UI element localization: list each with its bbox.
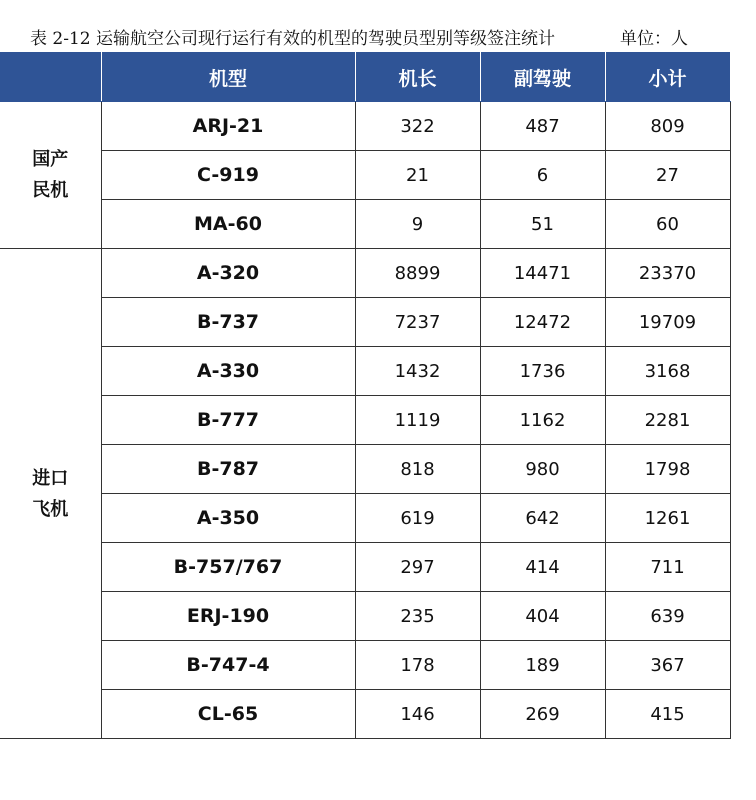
subtotal-cell: 711 (605, 543, 730, 592)
model-cell: B-747-4 (101, 641, 355, 690)
model-cell: B-757/767 (101, 543, 355, 592)
table-body (0, 102, 730, 739)
table-row (0, 445, 730, 494)
model-cell: B-787 (101, 445, 355, 494)
header-row (0, 53, 730, 102)
group-label-line: 国产 (32, 149, 69, 170)
table-row (0, 396, 730, 445)
captain-cell: 21 (355, 151, 480, 200)
captain-cell: 8899 (355, 249, 480, 298)
table-row (0, 249, 730, 298)
table-row (0, 298, 730, 347)
first-officer-cell: 1736 (480, 347, 605, 396)
model-cell: B-777 (101, 396, 355, 445)
captain-cell: 9 (355, 200, 480, 249)
model-cell: ERJ-190 (101, 592, 355, 641)
header-subtotal: 小计 (605, 53, 730, 102)
captain-cell: 1432 (355, 347, 480, 396)
header-captain: 机长 (355, 53, 480, 102)
subtotal-cell: 60 (605, 200, 730, 249)
subtotal-cell: 639 (605, 592, 730, 641)
model-cell: B-737 (101, 298, 355, 347)
subtotal-cell: 415 (605, 690, 730, 739)
captain-cell: 7237 (355, 298, 480, 347)
table-row (0, 200, 730, 249)
table-row (0, 102, 730, 151)
model-cell: ARJ-21 (101, 102, 355, 151)
table-row (0, 494, 730, 543)
subtotal-cell: 367 (605, 641, 730, 690)
first-officer-cell: 51 (480, 200, 605, 249)
unit-label: 单位：人 (620, 29, 688, 49)
captain-cell: 235 (355, 592, 480, 641)
group-label-line: 民机 (32, 180, 69, 201)
first-officer-cell: 642 (480, 494, 605, 543)
first-officer-cell: 414 (480, 543, 605, 592)
group-label-line: 进口 (32, 467, 69, 489)
model-cell: A-350 (101, 494, 355, 543)
table-row (0, 592, 730, 641)
subtotal-cell: 1261 (605, 494, 730, 543)
model-cell: A-330 (101, 347, 355, 396)
captain-cell: 818 (355, 445, 480, 494)
subtotal-cell: 2281 (605, 396, 730, 445)
model-cell: A-320 (101, 249, 355, 298)
first-officer-cell: 189 (480, 641, 605, 690)
model-cell: C-919 (101, 151, 355, 200)
first-officer-cell: 1162 (480, 396, 605, 445)
first-officer-cell: 12472 (480, 298, 605, 347)
type-rating-table (0, 52, 731, 739)
captain-cell: 1119 (355, 396, 480, 445)
table-row (0, 543, 730, 592)
table-caption (30, 27, 730, 51)
captain-cell: 322 (355, 102, 480, 151)
group-label (0, 102, 101, 249)
first-officer-cell: 980 (480, 445, 605, 494)
first-officer-cell: 404 (480, 592, 605, 641)
first-officer-cell: 6 (480, 151, 605, 200)
first-officer-cell: 14471 (480, 249, 605, 298)
header-group (0, 53, 101, 102)
table-row (0, 641, 730, 690)
table-title: 表 2-12 运输航空公司现行运行有效的机型的驾驶员型别等级签注统计 (30, 29, 555, 49)
captain-cell: 178 (355, 641, 480, 690)
captain-cell: 146 (355, 690, 480, 739)
table-row (0, 690, 730, 739)
header-model: 机型 (101, 53, 355, 102)
table-row (0, 347, 730, 396)
subtotal-cell: 3168 (605, 347, 730, 396)
subtotal-cell: 809 (605, 102, 730, 151)
subtotal-cell: 27 (605, 151, 730, 200)
group-label-line: 飞机 (32, 498, 69, 520)
table-row (0, 151, 730, 200)
captain-cell: 619 (355, 494, 480, 543)
header-first-officer: 副驾驶 (480, 53, 605, 102)
model-cell: MA-60 (101, 200, 355, 249)
subtotal-cell: 23370 (605, 249, 730, 298)
group-label (0, 249, 101, 739)
first-officer-cell: 269 (480, 690, 605, 739)
model-cell: CL-65 (101, 690, 355, 739)
first-officer-cell: 487 (480, 102, 605, 151)
captain-cell: 297 (355, 543, 480, 592)
subtotal-cell: 1798 (605, 445, 730, 494)
subtotal-cell: 19709 (605, 298, 730, 347)
